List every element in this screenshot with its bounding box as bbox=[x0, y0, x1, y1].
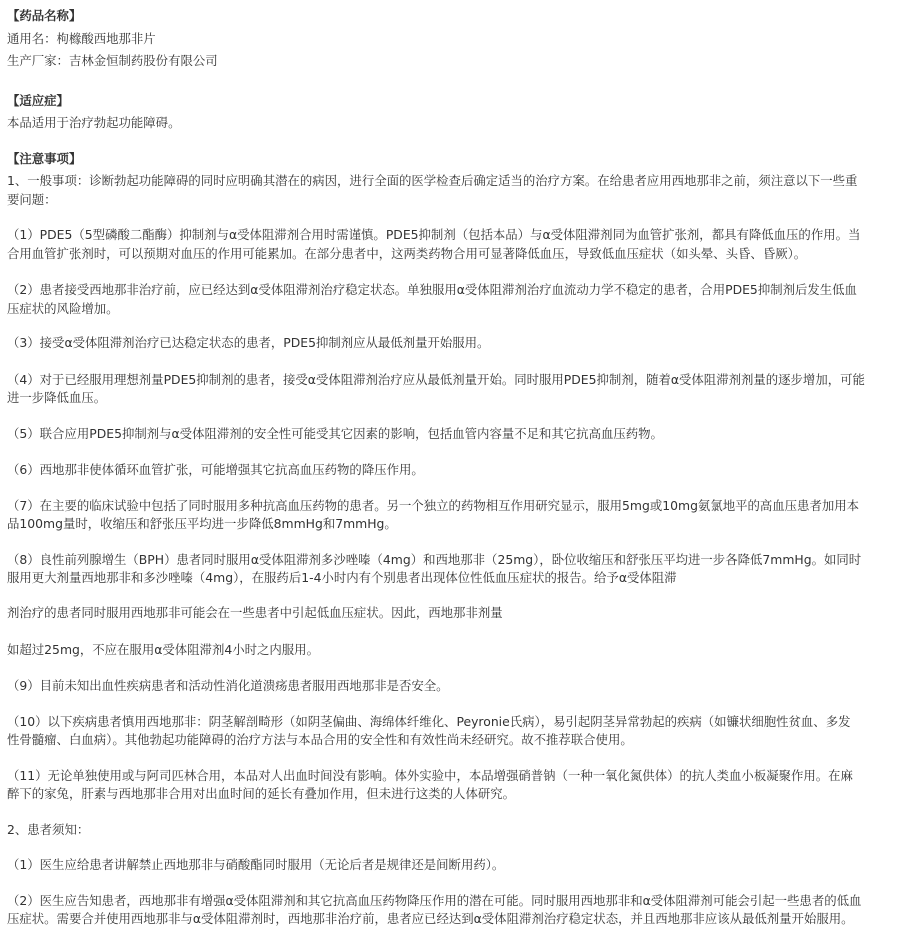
paragraph-line: （5）联合应用PDE5抑制剂与α受体阻滞剂的安全性可能受其它因素的影响，包括血管内容量不足和其它抗高血压药物。 bbox=[7, 426, 663, 441]
indication-text: 本品适用于治疗勃起功能障碍。 bbox=[7, 115, 181, 130]
paragraph-line: 合用血管扩张剂时，可以预期对血压的作用可能累加。在部分患者中，这两类药物合用可显著降低血压，导致低血压症状（如头晕、头昏、昏厥）。 bbox=[7, 246, 807, 261]
paragraph-line: （1）医生应给患者讲解禁止西地那非与硝酸酯同时服用（无论后者是规律还是间断用药）。 bbox=[7, 857, 505, 872]
paragraph-line: 压症状的风险增加。 bbox=[7, 301, 119, 316]
paragraph-line: （2）患者接受西地那非治疗前，应已经达到α受体阻滞剂治疗稳定状态。单独服用α受体阻滞剂治疗血流动力学不稳定的患者，合用PDE5抑制剂后发生低血 bbox=[7, 282, 857, 297]
paragraph-line: 要问题： bbox=[7, 192, 57, 207]
precautions-heading: 【注意事项】 bbox=[7, 151, 82, 166]
paragraph-line: （1）PDE5（5型磷酸二酯酶）抑制剂与α受体阻滞剂合用时需谨慎。PDE5抑制剂（包括本品）与α受体阻滞剂同为血管扩张剂，都具有降低血压的作用。当 bbox=[7, 227, 861, 242]
indication-heading: 【适应症】 bbox=[7, 93, 69, 108]
paragraph-line: （9）目前未知出血性疾病患者和活动性消化道溃疡患者服用西地那非是否安全。 bbox=[7, 678, 449, 693]
paragraph-line: （11）无论单独使用或与阿司匹林合用，本品对人出血时间没有影响。体外实验中，本品增强硝普钠（一种一氧化氮供体）的抗人类血小板凝聚作用。在麻 bbox=[7, 768, 853, 783]
paragraph-line: （4）对于已经服用理想剂量PDE5抑制剂的患者，接受α受体阻滞剂治疗应从最低剂量开始。同时服用PDE5抑制剂，随着α受体阻滞剂剂量的逐步增加，可能 bbox=[7, 372, 865, 387]
paragraph-line: 进一步降低血压。 bbox=[7, 390, 107, 405]
paragraph-line: 剂治疗的患者同时服用西地那非可能会在一些患者中引起低血压症状。因此，西地那非剂量 bbox=[7, 605, 503, 620]
paragraph-line: 醉下的家兔，肝素与西地那非合用对出血时间的延长有叠加作用，但未进行这类的人体研究。 bbox=[7, 786, 516, 801]
generic-name: 通用名：枸橼酸西地那非片 bbox=[7, 31, 156, 46]
paragraph-line: （8）良性前列腺增生（BPH）患者同时服用α受体阻滞剂多沙唑嗪（4mg）和西地那非（25mg），卧位收缩压和舒张压平均进一步各降低7mmHg。如同时 bbox=[7, 552, 862, 567]
paragraph-line: 品100mg量时，收缩压和舒张压平均进一步降低8mmHg和7mmHg。 bbox=[7, 516, 397, 531]
paragraph-line: 如超过25mg，不应在服用α受体阻滞剂4小时之内服用。 bbox=[7, 642, 319, 657]
manufacturer: 生产厂家：吉林金恒制药股份有限公司 bbox=[7, 53, 218, 68]
paragraph-line: （2）医生应告知患者，西地那非有增强α受体阻滞剂和其它抗高血压药物降压作用的潜在可能。同时服用西地那非和α受体阻滞剂可能会引起一些患者的低血 bbox=[7, 893, 862, 908]
paragraph-line: 服用更大剂量西地那非和多沙唑嗪（4mg），在服药后1-4小时内有个别患者出现体位性低血压症状的报告。给予α受体阻滞 bbox=[7, 570, 677, 585]
paragraph-line: （3）接受α受体阻滞剂治疗已达稳定状态的患者，PDE5抑制剂应从最低剂量开始服用。 bbox=[7, 335, 490, 350]
paragraph-line: 2、患者须知： bbox=[7, 822, 90, 837]
paragraph-line: 1、一般事项：诊断勃起功能障碍的同时应明确其潜在的病因，进行全面的医学检查后确定适当的治疗方案。在给患者应用西地那非之前，须注意以下一些重 bbox=[7, 173, 858, 188]
drug-name-heading: 【药品名称】 bbox=[7, 8, 82, 23]
paragraph-line: （6）西地那非使体循环血管扩张，可能增强其它抗高血压药物的降压作用。 bbox=[7, 462, 424, 477]
paragraph-line: （10）以下疾病患者慎用西地那非：阴茎解剖畸形（如阴茎偏曲、海绵体纤维化、Peyronie氏病），易引起阴茎异常勃起的疾病（如镰状细胞性贫血、多发 bbox=[7, 714, 851, 729]
paragraph-line: 性骨髓瘤、白血病）。其他勃起功能障碍的治疗方法与本品合用的安全性和有效性尚未经研究。故不推荐联合使用。 bbox=[7, 732, 633, 747]
paragraph-line: （7）在主要的临床试验中包括了同时服用多种抗高血压药物的患者。另一个独立的药物相互作用研究显示，服用5mg或10mg氨氯地平的高血压患者加用本 bbox=[7, 498, 860, 513]
paragraph-line: 压症状。需要合并使用西地那非与α受体阻滞剂时，西地那非治疗前，患者应已经达到α受体阻滞剂治疗稳定状态，并且西地那非应该从最低剂量开始服用。 bbox=[7, 911, 854, 926]
